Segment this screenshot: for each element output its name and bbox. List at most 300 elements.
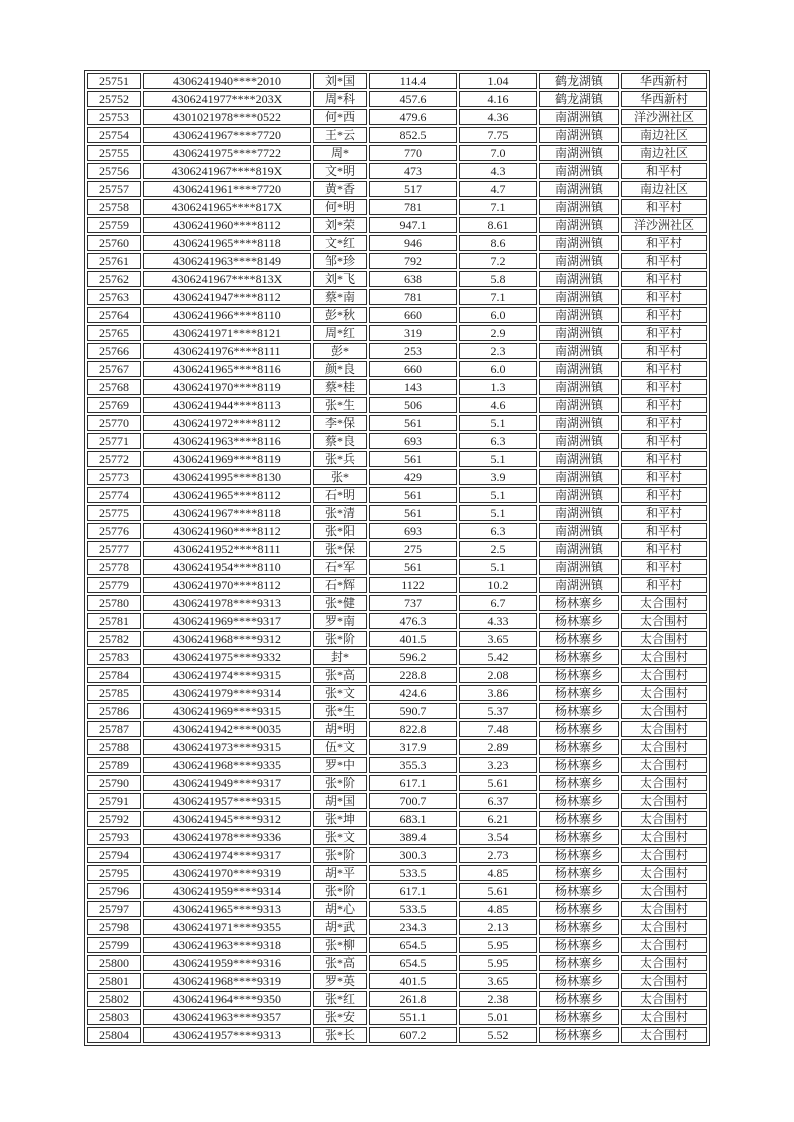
id-cell: 4306241959****9314 bbox=[143, 883, 311, 899]
town-cell: 南湖洲镇 bbox=[539, 415, 619, 431]
id-cell: 4306241979****9314 bbox=[143, 685, 311, 701]
table-row bbox=[87, 487, 707, 503]
table-row bbox=[87, 703, 707, 719]
town-cell: 南湖洲镇 bbox=[539, 199, 619, 215]
name-cell: 伍*文 bbox=[313, 739, 367, 755]
town-cell: 杨林寨乡 bbox=[539, 1009, 619, 1025]
seq-cell: 25774 bbox=[87, 487, 141, 503]
id-cell: 4306241977****203X bbox=[143, 91, 311, 107]
area-cell: 3.86 bbox=[459, 685, 537, 701]
seq-cell: 25789 bbox=[87, 757, 141, 773]
area-cell: 2.08 bbox=[459, 667, 537, 683]
amount-cell: 781 bbox=[369, 199, 457, 215]
town-cell: 南湖洲镇 bbox=[539, 379, 619, 395]
amount-cell: 401.5 bbox=[369, 973, 457, 989]
table-row bbox=[87, 577, 707, 593]
name-cell: 刘*国 bbox=[313, 73, 367, 89]
area-cell: 4.85 bbox=[459, 865, 537, 881]
amount-cell: 355.3 bbox=[369, 757, 457, 773]
seq-cell: 25758 bbox=[87, 199, 141, 215]
village-cell: 太合围村 bbox=[621, 991, 707, 1007]
table-row bbox=[87, 73, 707, 89]
seq-cell: 25788 bbox=[87, 739, 141, 755]
seq-cell: 25794 bbox=[87, 847, 141, 863]
town-cell: 南湖洲镇 bbox=[539, 325, 619, 341]
seq-cell: 25797 bbox=[87, 901, 141, 917]
amount-cell: 660 bbox=[369, 361, 457, 377]
town-cell: 南湖洲镇 bbox=[539, 289, 619, 305]
id-cell: 4306241966****8110 bbox=[143, 307, 311, 323]
id-cell: 4306241965****9313 bbox=[143, 901, 311, 917]
town-cell: 杨林寨乡 bbox=[539, 901, 619, 917]
village-cell: 太合围村 bbox=[621, 649, 707, 665]
area-cell: 5.61 bbox=[459, 883, 537, 899]
table-row bbox=[87, 811, 707, 827]
village-cell: 和平村 bbox=[621, 307, 707, 323]
town-cell: 杨林寨乡 bbox=[539, 973, 619, 989]
id-cell: 4306241967****819X bbox=[143, 163, 311, 179]
id-cell: 4306241949****9317 bbox=[143, 775, 311, 791]
amount-cell: 590.7 bbox=[369, 703, 457, 719]
amount-cell: 683.1 bbox=[369, 811, 457, 827]
name-cell: 文*明 bbox=[313, 163, 367, 179]
town-cell: 南湖洲镇 bbox=[539, 163, 619, 179]
name-cell: 彭*秋 bbox=[313, 307, 367, 323]
amount-cell: 300.3 bbox=[369, 847, 457, 863]
table-row bbox=[87, 163, 707, 179]
area-cell: 5.1 bbox=[459, 451, 537, 467]
amount-cell: 429 bbox=[369, 469, 457, 485]
village-cell: 和平村 bbox=[621, 433, 707, 449]
village-cell: 和平村 bbox=[621, 451, 707, 467]
table-row bbox=[87, 829, 707, 845]
amount-cell: 654.5 bbox=[369, 955, 457, 971]
seq-cell: 25755 bbox=[87, 145, 141, 161]
area-cell: 8.61 bbox=[459, 217, 537, 233]
amount-cell: 947.1 bbox=[369, 217, 457, 233]
town-cell: 杨林寨乡 bbox=[539, 613, 619, 629]
seq-cell: 25759 bbox=[87, 217, 141, 233]
id-cell: 4306241976****8111 bbox=[143, 343, 311, 359]
village-cell: 太合围村 bbox=[621, 919, 707, 935]
name-cell: 刘*飞 bbox=[313, 271, 367, 287]
seq-cell: 25773 bbox=[87, 469, 141, 485]
table-row bbox=[87, 415, 707, 431]
town-cell: 杨林寨乡 bbox=[539, 883, 619, 899]
area-cell: 1.04 bbox=[459, 73, 537, 89]
town-cell: 杨林寨乡 bbox=[539, 757, 619, 773]
area-cell: 4.6 bbox=[459, 397, 537, 413]
table-row bbox=[87, 235, 707, 251]
name-cell: 罗*南 bbox=[313, 613, 367, 629]
id-cell: 4306241957****9315 bbox=[143, 793, 311, 809]
name-cell: 何*西 bbox=[313, 109, 367, 125]
seq-cell: 25792 bbox=[87, 811, 141, 827]
table-row bbox=[87, 379, 707, 395]
area-cell: 2.89 bbox=[459, 739, 537, 755]
village-cell: 和平村 bbox=[621, 325, 707, 341]
name-cell: 张*健 bbox=[313, 595, 367, 611]
table-row bbox=[87, 325, 707, 341]
name-cell: 张*高 bbox=[313, 955, 367, 971]
amount-cell: 822.8 bbox=[369, 721, 457, 737]
town-cell: 南湖洲镇 bbox=[539, 307, 619, 323]
town-cell: 杨林寨乡 bbox=[539, 1027, 619, 1043]
town-cell: 杨林寨乡 bbox=[539, 721, 619, 737]
town-cell: 南湖洲镇 bbox=[539, 523, 619, 539]
table-row bbox=[87, 973, 707, 989]
table-row bbox=[87, 433, 707, 449]
id-cell: 4306241945****9312 bbox=[143, 811, 311, 827]
area-cell: 3.23 bbox=[459, 757, 537, 773]
seq-cell: 25768 bbox=[87, 379, 141, 395]
town-cell: 南湖洲镇 bbox=[539, 487, 619, 503]
table-row bbox=[87, 109, 707, 125]
town-cell: 南湖洲镇 bbox=[539, 433, 619, 449]
town-cell: 南湖洲镇 bbox=[539, 505, 619, 521]
town-cell: 杨林寨乡 bbox=[539, 865, 619, 881]
area-cell: 5.52 bbox=[459, 1027, 537, 1043]
town-cell: 南湖洲镇 bbox=[539, 181, 619, 197]
amount-cell: 253 bbox=[369, 343, 457, 359]
name-cell: 黄*香 bbox=[313, 181, 367, 197]
area-cell: 6.0 bbox=[459, 361, 537, 377]
name-cell: 周* bbox=[313, 145, 367, 161]
town-cell: 杨林寨乡 bbox=[539, 955, 619, 971]
table-row bbox=[87, 127, 707, 143]
seq-cell: 25785 bbox=[87, 685, 141, 701]
village-cell: 太合围村 bbox=[621, 775, 707, 791]
village-cell: 和平村 bbox=[621, 253, 707, 269]
amount-cell: 424.6 bbox=[369, 685, 457, 701]
amount-cell: 517 bbox=[369, 181, 457, 197]
id-cell: 4306241963****8149 bbox=[143, 253, 311, 269]
table-row bbox=[87, 397, 707, 413]
table-row bbox=[87, 955, 707, 971]
name-cell: 文*红 bbox=[313, 235, 367, 251]
id-cell: 4306241978****9313 bbox=[143, 595, 311, 611]
table-row bbox=[87, 217, 707, 233]
area-cell: 2.38 bbox=[459, 991, 537, 1007]
village-cell: 华西新村 bbox=[621, 91, 707, 107]
table-row bbox=[87, 721, 707, 737]
table-row bbox=[87, 631, 707, 647]
area-cell: 4.33 bbox=[459, 613, 537, 629]
village-cell: 太合围村 bbox=[621, 883, 707, 899]
id-cell: 4306241969****8119 bbox=[143, 451, 311, 467]
name-cell: 蔡*良 bbox=[313, 433, 367, 449]
area-cell: 5.1 bbox=[459, 415, 537, 431]
seq-cell: 25786 bbox=[87, 703, 141, 719]
table-row bbox=[87, 667, 707, 683]
seq-cell: 25802 bbox=[87, 991, 141, 1007]
area-cell: 8.6 bbox=[459, 235, 537, 251]
town-cell: 南湖洲镇 bbox=[539, 451, 619, 467]
seq-cell: 25799 bbox=[87, 937, 141, 953]
town-cell: 杨林寨乡 bbox=[539, 919, 619, 935]
town-cell: 南湖洲镇 bbox=[539, 559, 619, 575]
amount-cell: 457.6 bbox=[369, 91, 457, 107]
area-cell: 6.3 bbox=[459, 433, 537, 449]
town-cell: 南湖洲镇 bbox=[539, 577, 619, 593]
table-row bbox=[87, 469, 707, 485]
village-cell: 太合围村 bbox=[621, 811, 707, 827]
town-cell: 杨林寨乡 bbox=[539, 631, 619, 647]
village-cell: 洋沙洲社区 bbox=[621, 217, 707, 233]
village-cell: 和平村 bbox=[621, 487, 707, 503]
area-cell: 7.1 bbox=[459, 199, 537, 215]
seq-cell: 25784 bbox=[87, 667, 141, 683]
village-cell: 太合围村 bbox=[621, 667, 707, 683]
seq-cell: 25793 bbox=[87, 829, 141, 845]
town-cell: 南湖洲镇 bbox=[539, 145, 619, 161]
town-cell: 南湖洲镇 bbox=[539, 235, 619, 251]
name-cell: 张*安 bbox=[313, 1009, 367, 1025]
amount-cell: 389.4 bbox=[369, 829, 457, 845]
village-cell: 太合围村 bbox=[621, 613, 707, 629]
id-cell: 4306241959****9316 bbox=[143, 955, 311, 971]
area-cell: 5.95 bbox=[459, 937, 537, 953]
amount-cell: 792 bbox=[369, 253, 457, 269]
town-cell: 南湖洲镇 bbox=[539, 271, 619, 287]
area-cell: 10.2 bbox=[459, 577, 537, 593]
area-cell: 1.3 bbox=[459, 379, 537, 395]
name-cell: 张*阳 bbox=[313, 523, 367, 539]
village-cell: 和平村 bbox=[621, 199, 707, 215]
id-cell: 4306241965****8116 bbox=[143, 361, 311, 377]
amount-cell: 660 bbox=[369, 307, 457, 323]
seq-cell: 25801 bbox=[87, 973, 141, 989]
amount-cell: 551.1 bbox=[369, 1009, 457, 1025]
village-cell: 南边社区 bbox=[621, 181, 707, 197]
seq-cell: 25757 bbox=[87, 181, 141, 197]
area-cell: 2.3 bbox=[459, 343, 537, 359]
id-cell: 4301021978****0522 bbox=[143, 109, 311, 125]
seq-cell: 25800 bbox=[87, 955, 141, 971]
table-row bbox=[87, 865, 707, 881]
area-cell: 6.7 bbox=[459, 595, 537, 611]
town-cell: 杨林寨乡 bbox=[539, 793, 619, 809]
name-cell: 胡*心 bbox=[313, 901, 367, 917]
seq-cell: 25783 bbox=[87, 649, 141, 665]
id-cell: 4306241947****8112 bbox=[143, 289, 311, 305]
village-cell: 和平村 bbox=[621, 469, 707, 485]
id-cell: 4306241968****9312 bbox=[143, 631, 311, 647]
table-row bbox=[87, 559, 707, 575]
table-row bbox=[87, 253, 707, 269]
seq-cell: 25763 bbox=[87, 289, 141, 305]
village-cell: 南边社区 bbox=[621, 127, 707, 143]
seq-cell: 25766 bbox=[87, 343, 141, 359]
seq-cell: 25796 bbox=[87, 883, 141, 899]
table-row bbox=[87, 919, 707, 935]
town-cell: 杨林寨乡 bbox=[539, 775, 619, 791]
amount-cell: 317.9 bbox=[369, 739, 457, 755]
village-cell: 太合围村 bbox=[621, 865, 707, 881]
table-row bbox=[87, 1027, 707, 1043]
seq-cell: 25775 bbox=[87, 505, 141, 521]
id-cell: 4306241974****9315 bbox=[143, 667, 311, 683]
amount-cell: 561 bbox=[369, 451, 457, 467]
amount-cell: 638 bbox=[369, 271, 457, 287]
name-cell: 胡*平 bbox=[313, 865, 367, 881]
amount-cell: 693 bbox=[369, 523, 457, 539]
id-cell: 4306241967****7720 bbox=[143, 127, 311, 143]
village-cell: 和平村 bbox=[621, 235, 707, 251]
area-cell: 6.0 bbox=[459, 307, 537, 323]
village-cell: 太合围村 bbox=[621, 685, 707, 701]
id-cell: 4306241964****9350 bbox=[143, 991, 311, 1007]
village-cell: 太合围村 bbox=[621, 847, 707, 863]
amount-cell: 737 bbox=[369, 595, 457, 611]
seq-cell: 25772 bbox=[87, 451, 141, 467]
id-cell: 4306241973****9315 bbox=[143, 739, 311, 755]
seq-cell: 25787 bbox=[87, 721, 141, 737]
id-cell: 4306241957****9313 bbox=[143, 1027, 311, 1043]
town-cell: 南湖洲镇 bbox=[539, 217, 619, 233]
town-cell: 杨林寨乡 bbox=[539, 829, 619, 845]
name-cell: 张*清 bbox=[313, 505, 367, 521]
town-cell: 南湖洲镇 bbox=[539, 127, 619, 143]
area-cell: 2.13 bbox=[459, 919, 537, 935]
amount-cell: 693 bbox=[369, 433, 457, 449]
seq-cell: 25764 bbox=[87, 307, 141, 323]
id-cell: 4306241965****817X bbox=[143, 199, 311, 215]
town-cell: 杨林寨乡 bbox=[539, 649, 619, 665]
amount-cell: 946 bbox=[369, 235, 457, 251]
table-row bbox=[87, 523, 707, 539]
amount-cell: 114.4 bbox=[369, 73, 457, 89]
table-row bbox=[87, 343, 707, 359]
village-cell: 太合围村 bbox=[621, 757, 707, 773]
seq-cell: 25752 bbox=[87, 91, 141, 107]
name-cell: 蔡*桂 bbox=[313, 379, 367, 395]
amount-cell: 401.5 bbox=[369, 631, 457, 647]
amount-cell: 506 bbox=[369, 397, 457, 413]
seq-cell: 25770 bbox=[87, 415, 141, 431]
seq-cell: 25780 bbox=[87, 595, 141, 611]
seq-cell: 25751 bbox=[87, 73, 141, 89]
village-cell: 太合围村 bbox=[621, 793, 707, 809]
name-cell: 周*红 bbox=[313, 325, 367, 341]
beneficiary-table bbox=[84, 70, 710, 1046]
table-row bbox=[87, 145, 707, 161]
village-cell: 和平村 bbox=[621, 505, 707, 521]
name-cell: 彭* bbox=[313, 343, 367, 359]
area-cell: 7.48 bbox=[459, 721, 537, 737]
table-row bbox=[87, 793, 707, 809]
amount-cell: 617.1 bbox=[369, 775, 457, 791]
town-cell: 南湖洲镇 bbox=[539, 109, 619, 125]
amount-cell: 143 bbox=[369, 379, 457, 395]
seq-cell: 25767 bbox=[87, 361, 141, 377]
amount-cell: 1122 bbox=[369, 577, 457, 593]
seq-cell: 25771 bbox=[87, 433, 141, 449]
area-cell: 3.65 bbox=[459, 631, 537, 647]
amount-cell: 533.5 bbox=[369, 901, 457, 917]
village-cell: 和平村 bbox=[621, 379, 707, 395]
name-cell: 何*明 bbox=[313, 199, 367, 215]
amount-cell: 561 bbox=[369, 415, 457, 431]
id-cell: 4306241971****9355 bbox=[143, 919, 311, 935]
amount-cell: 261.8 bbox=[369, 991, 457, 1007]
area-cell: 4.85 bbox=[459, 901, 537, 917]
amount-cell: 533.5 bbox=[369, 865, 457, 881]
id-cell: 4306241970****8119 bbox=[143, 379, 311, 395]
village-cell: 和平村 bbox=[621, 415, 707, 431]
town-cell: 南湖洲镇 bbox=[539, 397, 619, 413]
table-row bbox=[87, 739, 707, 755]
seq-cell: 25803 bbox=[87, 1009, 141, 1025]
name-cell: 张*保 bbox=[313, 541, 367, 557]
amount-cell: 473 bbox=[369, 163, 457, 179]
name-cell: 胡*明 bbox=[313, 721, 367, 737]
table-body bbox=[87, 73, 707, 1043]
village-cell: 和平村 bbox=[621, 541, 707, 557]
village-cell: 太合围村 bbox=[621, 739, 707, 755]
id-cell: 4306241963****8116 bbox=[143, 433, 311, 449]
town-cell: 杨林寨乡 bbox=[539, 685, 619, 701]
seq-cell: 25781 bbox=[87, 613, 141, 629]
village-cell: 太合围村 bbox=[621, 595, 707, 611]
seq-cell: 25753 bbox=[87, 109, 141, 125]
table-row bbox=[87, 181, 707, 197]
town-cell: 杨林寨乡 bbox=[539, 811, 619, 827]
table-row bbox=[87, 883, 707, 899]
id-cell: 4306241974****9317 bbox=[143, 847, 311, 863]
seq-cell: 25761 bbox=[87, 253, 141, 269]
id-cell: 4306241952****8111 bbox=[143, 541, 311, 557]
id-cell: 4306241967****813X bbox=[143, 271, 311, 287]
id-cell: 4306241960****8112 bbox=[143, 523, 311, 539]
village-cell: 太合围村 bbox=[621, 937, 707, 953]
village-cell: 华西新村 bbox=[621, 73, 707, 89]
table-row bbox=[87, 937, 707, 953]
name-cell: 张*生 bbox=[313, 703, 367, 719]
amount-cell: 479.6 bbox=[369, 109, 457, 125]
id-cell: 4306241975****7722 bbox=[143, 145, 311, 161]
id-cell: 4306241970****9319 bbox=[143, 865, 311, 881]
id-cell: 4306241969****9317 bbox=[143, 613, 311, 629]
area-cell: 5.1 bbox=[459, 505, 537, 521]
village-cell: 太合围村 bbox=[621, 973, 707, 989]
name-cell: 张*生 bbox=[313, 397, 367, 413]
village-cell: 和平村 bbox=[621, 523, 707, 539]
amount-cell: 596.2 bbox=[369, 649, 457, 665]
village-cell: 太合围村 bbox=[621, 955, 707, 971]
amount-cell: 654.5 bbox=[369, 937, 457, 953]
area-cell: 2.9 bbox=[459, 325, 537, 341]
table-row bbox=[87, 451, 707, 467]
area-cell: 3.9 bbox=[459, 469, 537, 485]
village-cell: 洋沙洲社区 bbox=[621, 109, 707, 125]
town-cell: 南湖洲镇 bbox=[539, 343, 619, 359]
name-cell: 张*阶 bbox=[313, 847, 367, 863]
area-cell: 5.61 bbox=[459, 775, 537, 791]
id-cell: 4306241963****9357 bbox=[143, 1009, 311, 1025]
name-cell: 张*高 bbox=[313, 667, 367, 683]
area-cell: 5.1 bbox=[459, 487, 537, 503]
amount-cell: 561 bbox=[369, 505, 457, 521]
name-cell: 胡*武 bbox=[313, 919, 367, 935]
name-cell: 张*文 bbox=[313, 685, 367, 701]
village-cell: 和平村 bbox=[621, 397, 707, 413]
village-cell: 太合围村 bbox=[621, 703, 707, 719]
id-cell: 4306241975****9332 bbox=[143, 649, 311, 665]
town-cell: 杨林寨乡 bbox=[539, 739, 619, 755]
name-cell: 石*军 bbox=[313, 559, 367, 575]
seq-cell: 25754 bbox=[87, 127, 141, 143]
